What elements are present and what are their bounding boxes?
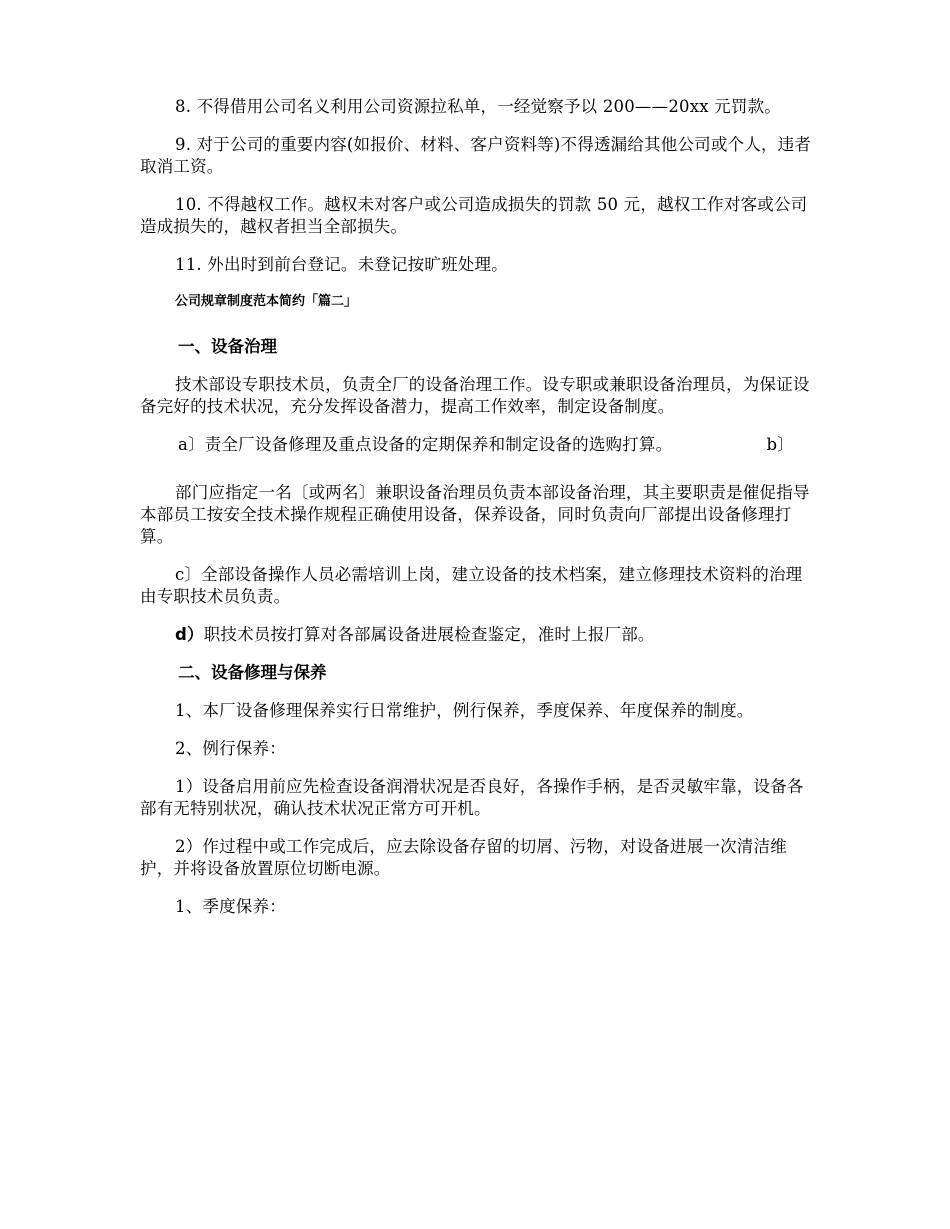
equipment-intro-paragraph: 技术部设专职技术员，负责全厂的设备治理工作。设专职或兼职设备治理员，为保证设备完好的技术状况，充分发挥设备潜力，提高工作效率，制定设备制度。 — [140, 375, 810, 416]
item-c-paragraph: c〕全部设备操作人员必需培训上岗，建立设备的技术档案，建立修理技术资料的治理由专职技术员负责。 — [140, 565, 803, 606]
rule-9: 9. 对于公司的重要内容(如报价、材料、客户资料等)不得透漏给其他公司或个人，违者取消工资。 — [140, 135, 812, 176]
maintenance-paragraph-4: 2）作过程中或工作完成后，应去除设备存留的切屑、污物，对设备进展一次清洁维护，并将设备放置原位切断电源。 — [140, 837, 787, 878]
maintenance-paragraph-5: 1、季度保养： — [175, 897, 286, 916]
maintenance-paragraph-3: 1）设备启用前应先检查设备润滑状况是否良好，各操作手柄，是否灵敏牢靠，设备各部有无特别状况，确认技术状况正常方可开机。 — [140, 777, 804, 818]
section-heading-maintenance: 二、设备修理与保养 — [178, 663, 327, 682]
rule-10: 10. 不得越权工作。越权未对客户或公司造成损失的罚款 50 元，越权工作对客或公司造成损失的，越权者担当全部损失。 — [140, 195, 808, 236]
maintenance-paragraph-1: 1、本厂设备修理保养实行日常维护，例行保养，季度保养、年度保养的制度。 — [175, 701, 754, 720]
item-a-row — [140, 434, 812, 456]
document-page — [140, 96, 812, 934]
maintenance-paragraph-2: 2、例行保养： — [175, 739, 286, 758]
item-a-text: a〕责全厂设备修理及重点设备的定期保养和制定设备的选购打算。 — [178, 435, 673, 454]
item-b-marker: b〕 — [766, 435, 794, 454]
item-d-paragraph — [140, 624, 812, 646]
section-subtitle: 公司规章制度范本简约「篇二」 — [175, 294, 358, 309]
section-heading-equipment-management: 一、设备治理 — [178, 337, 277, 356]
item-d-marker: d） — [175, 625, 204, 644]
rule-8: 8. 不得借用公司名义利用公司资源拉私单，一经觉察予以 200——20xx 元罚款。 — [175, 97, 781, 116]
item-d-text: 职技术员按打算对各部属设备进展检查鉴定，准时上报厂部。 — [203, 625, 655, 644]
item-b-paragraph: 部门应指定一名〔或两名〕兼职设备治理员负责本部设备治理，其主要职责是催促指导本部员工按安全技术操作规程正确使用设备，保养设备，同时负责向厂部提出设备修理打算。 — [140, 483, 810, 546]
rule-11: 11. 外出时到前台登记。未登记按旷班处理。 — [175, 255, 508, 274]
